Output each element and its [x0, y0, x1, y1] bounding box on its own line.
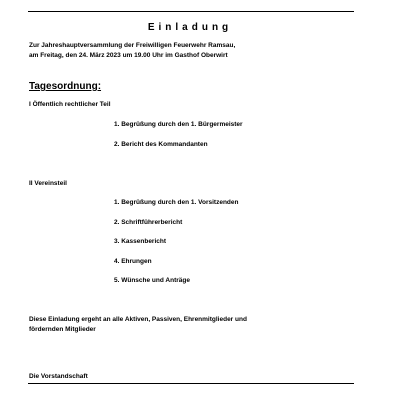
section-heading-club: II Vereinsteil — [29, 180, 67, 187]
agenda-item: 4. Ehrungen — [114, 258, 152, 265]
letter-header — [0, 0, 400, 4]
intro-paragraph — [29, 41, 235, 61]
signature: Die Vorstandschaft — [29, 373, 88, 380]
bottom-divider — [28, 383, 354, 384]
document-title: Einladung — [147, 22, 233, 33]
closing-line: fördernden Mitglieder — [29, 326, 96, 333]
agenda-item: 1. Begrüßung durch den 1. Bürgermeister — [114, 121, 243, 128]
top-divider — [28, 11, 354, 12]
section-heading-public: I Öffentlich rechtlicher Teil — [29, 101, 111, 108]
agenda-item: 3. Kassenbericht — [114, 238, 167, 245]
agenda-heading: Tagesordnung: — [29, 81, 102, 92]
closing-line: Diese Einladung ergeht an alle Aktiven, Passiven, Ehrenmitglieder und — [29, 316, 247, 323]
agenda-item: 2. Bericht des Kommandanten — [114, 141, 208, 148]
intro-line: am Freitag, den 24. März 2023 um 19.00 Uhr im Gasthof Oberwirt — [29, 52, 228, 59]
agenda-item: 1. Begrüßung durch den 1. Vorsitzenden — [114, 199, 239, 206]
closing-paragraph — [29, 315, 247, 335]
agenda-item: 5. Wünsche und Anträge — [114, 277, 190, 284]
intro-line: Zur Jahreshauptversammlung der Freiwilligen Feuerwehr Ramsau, — [29, 42, 236, 49]
agenda-item: 2. Schriftführerbericht — [114, 219, 183, 226]
